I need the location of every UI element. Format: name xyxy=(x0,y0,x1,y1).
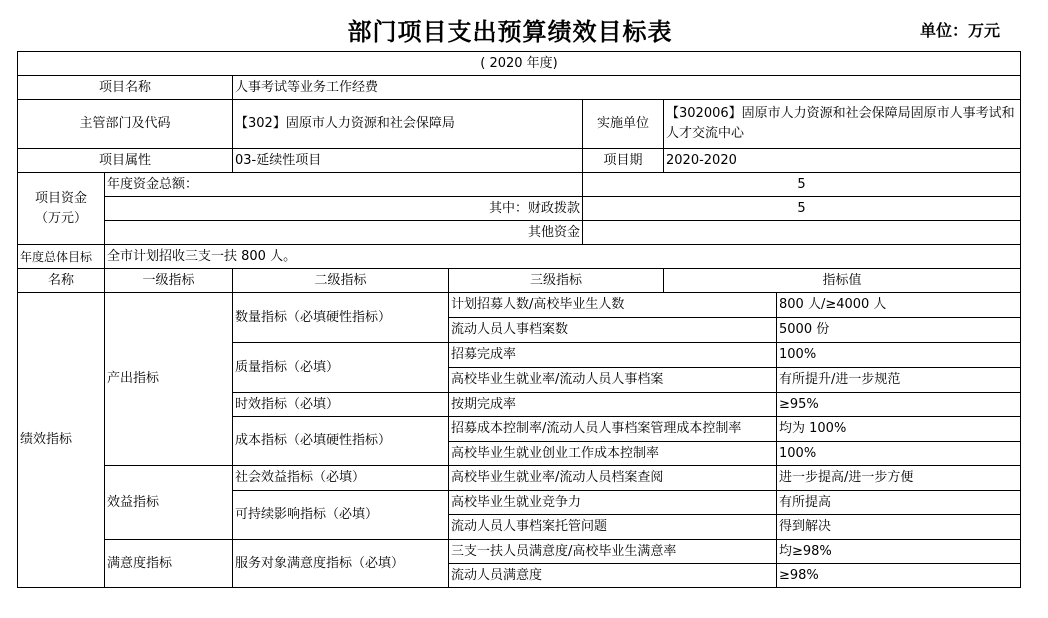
level3-item: 流动人员人事档案托管问题 xyxy=(449,515,777,540)
level1-benefit: 效益指标 xyxy=(105,466,233,540)
indicator-value: 有所提升/进一步规范 xyxy=(777,368,1021,393)
project-name-value: 人事考试等业务工作经费 xyxy=(233,76,1021,100)
goal-value: 全市计划招收三支一扶 800 人。 xyxy=(105,245,1021,269)
level2-timeliness: 时效指标（必填） xyxy=(233,393,449,417)
level2-sustainable: 可持续影响指标（必填） xyxy=(233,491,449,540)
level3-item: 招募成本控制率/流动人员人事档案管理成本控制率 xyxy=(449,417,777,442)
dept-value: 【302】固原市人力资源和社会保障局 xyxy=(233,100,583,149)
fund-total-label: 年度资金总额： xyxy=(105,173,583,197)
level3-item: 高校毕业生就业创业工作成本控制率 xyxy=(449,442,777,466)
fund-total-value: 5 xyxy=(583,173,1021,197)
level3-item: 流动人员人事档案数 xyxy=(449,318,777,343)
level3-item: 招募完成率 xyxy=(449,343,777,368)
header-level3: 三级指标 xyxy=(449,269,664,293)
header-level1: 一级指标 xyxy=(105,269,233,293)
header-name: 名称 xyxy=(18,269,105,293)
fund-fiscal-value: 5 xyxy=(583,197,1021,221)
level2-quality: 质量指标（必填） xyxy=(233,343,449,393)
level3-item: 高校毕业生就业竞争力 xyxy=(449,491,777,515)
budget-performance-table xyxy=(17,51,1021,588)
indicator-value: 5000 份 xyxy=(777,318,1021,343)
fund-label: 项目资金（万元） xyxy=(18,173,105,245)
indicator-value: 100% xyxy=(777,343,1021,368)
level3-item: 高校毕业生就业率/流动人员人事档案 xyxy=(449,368,777,393)
period-label: 项目期 xyxy=(583,149,664,173)
level2-cost: 成本指标（必填硬性指标） xyxy=(233,417,449,466)
level2-service-satisfaction: 服务对象满意度指标（必填） xyxy=(233,540,449,588)
perf-label: 绩效指标 xyxy=(18,293,105,588)
period-value: 2020-2020 xyxy=(664,149,1021,173)
level3-item: 高校毕业生就业率/流动人员档案查阅 xyxy=(449,466,777,491)
indicator-value: 均≥98% xyxy=(777,540,1021,564)
fund-other-value xyxy=(583,221,1021,245)
level3-item: 流动人员满意度 xyxy=(449,564,777,588)
level2-social: 社会效益指标（必填） xyxy=(233,466,449,491)
indicator-value: ≥98% xyxy=(777,564,1021,588)
unit-label: 单位：万元 xyxy=(920,21,1001,40)
attr-value: 03-延续性项目 xyxy=(233,149,583,173)
level2-quantity: 数量指标（必填硬性指标） xyxy=(233,293,449,343)
level1-output: 产出指标 xyxy=(105,293,233,466)
goal-label: 年度总体目标 xyxy=(18,245,105,269)
project-name-label: 项目名称 xyxy=(18,76,233,100)
dept-label: 主管部门及代码 xyxy=(18,100,233,149)
year-row: ( 2020 年度) xyxy=(18,52,1021,76)
header-value: 指标值 xyxy=(664,269,1021,293)
fund-other-label: 其他资金 xyxy=(105,221,583,245)
header-level2: 二级指标 xyxy=(233,269,449,293)
level1-satisfaction: 满意度指标 xyxy=(105,540,233,588)
impl-value: 【302006】固原市人力资源和社会保障局固原市人事考试和人才交流中心 xyxy=(664,100,1021,149)
fund-fiscal-label: 其中：财政拨款 xyxy=(105,197,583,221)
indicator-value: 800 人/≥4000 人 xyxy=(777,293,1021,318)
attr-label: 项目属性 xyxy=(18,149,233,173)
page-title: 部门项目支出预算绩效目标表 xyxy=(347,18,673,46)
indicator-value: 得到解决 xyxy=(777,515,1021,540)
indicator-value: 有所提高 xyxy=(777,491,1021,515)
indicator-value: 均为 100% xyxy=(777,417,1021,442)
level3-item: 计划招募人数/高校毕业生人数 xyxy=(449,293,777,318)
indicator-value: 100% xyxy=(777,442,1021,466)
indicator-value: 进一步提高/进一步方便 xyxy=(777,466,1021,491)
indicator-value: ≥95% xyxy=(777,393,1021,417)
impl-label: 实施单位 xyxy=(583,100,664,149)
level3-item: 三支一扶人员满意度/高校毕业生满意率 xyxy=(449,540,777,564)
level3-item: 按期完成率 xyxy=(449,393,777,417)
